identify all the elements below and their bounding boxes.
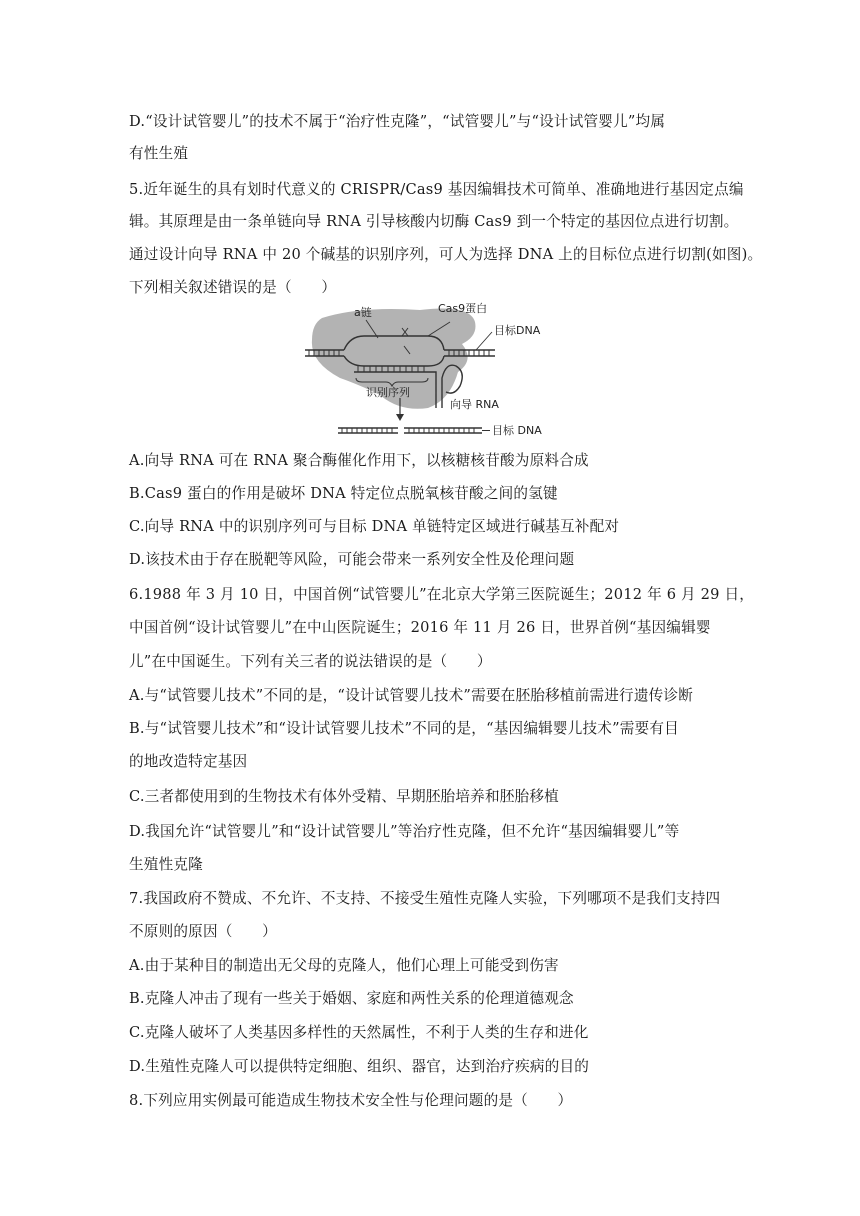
q6-option-d-line2: 生殖性克隆 (129, 856, 203, 873)
q5-option-a: A.向导 RNA 可在 RNA 聚合酶催化作用下，以核糖核苷酸为原料合成 (129, 452, 589, 469)
q6-option-c: C.三者都使用到的生物技术有体外受精、早期胚胎培养和胚胎移植 (129, 788, 559, 805)
q7-option-a: A.由于某种目的制造出无父母的克隆人，他们心理上可能受到伤害 (129, 957, 559, 974)
q6-option-a: A.与“试管婴儿技术”不同的是，“设计试管婴儿技术”需要在胚胎移植前需进行遗传诊断 (129, 687, 694, 704)
q7-option-b: B.克隆人冲击了现有一些关于婚姻、家庭和两性关系的伦理道德观念 (129, 990, 574, 1007)
q5-option-b: B.Cas9 蛋白的作用是破坏 DNA 特定位点脱氧核苷酸之间的氢键 (129, 485, 558, 502)
q6-stem-line2: 中国首例“设计试管婴儿”在中山医院诞生；2016 年 11 月 26 日，世界首例“基因编辑婴 (129, 619, 711, 636)
label-target-dna-top: 目标DNA (494, 324, 541, 337)
q5-stem-line2: 辑。其原理是由一条单链向导 RNA 引导核酸内切酶 Cas9 到一个特定的基因位点进行切割。 (129, 213, 739, 230)
label-recognition-sequence: 识别序列 (366, 386, 410, 399)
q5-option-d: D.该技术由于存在脱靶等风险，可能会带来一系列安全性及伦理问题 (129, 551, 575, 568)
q6-stem-line1: 6.1988 年 3 月 10 日，中国首例“试管婴儿”在北京大学第三医院诞生；2012 年 6 月 29 日， (129, 586, 755, 603)
q5-option-c: C.向导 RNA 中的识别序列可与目标 DNA 单链特定区域进行碱基互补配对 (129, 518, 620, 535)
q6-option-b-line1: B.与“试管婴儿技术”和“设计试管婴儿技术”不同的是，“基因编辑婴儿技术”需要有目 (129, 720, 679, 737)
q6-option-d-line1: D.我国允许“试管婴儿”和“设计试管婴儿”等治疗性克隆，但不允许“基因编辑婴儿”等 (129, 823, 680, 840)
q8-stem-line1: 8.下列应用实例最可能造成生物技术安全性与伦理问题的是（ ） (129, 1092, 573, 1109)
label-guide-rna: 向导 RNA (450, 398, 499, 411)
q7-stem-line1: 7.我国政府不赞成、不允许、不支持、不接受生殖性克隆人实验，下列哪项不是我们支持四 (129, 890, 721, 907)
q6-stem-line3: 儿”在中国诞生。下列有关三者的说法错误的是（ ） (129, 653, 492, 670)
q7-option-c: C.克隆人破坏了人类基因多样性的天然属性，不利于人类的生存和进化 (129, 1024, 589, 1041)
q4-option-d-line2: 有性生殖 (129, 145, 189, 162)
target-dna-bottom (338, 428, 490, 433)
q4-option-d-line1: D.“设计试管婴儿”的技术不属于“治疗性克隆”，“试管婴儿”与“设计试管婴儿”均属 (129, 113, 666, 130)
q7-option-d: D.生殖性克隆人可以提供特定细胞、组织、器官，达到治疗疾病的目的 (129, 1058, 590, 1075)
q5-stem-line1: 5.近年诞生的具有划时代意义的 CRISPR/Cas9 基因编辑技术可简单、准确地进行基因定点编 (129, 181, 744, 198)
q5-stem-line4: 下列相关叙述错误的是（ ） (129, 279, 337, 296)
label-target-dna-bottom: 目标 DNA (492, 424, 542, 437)
label-a-chain: a链 (354, 306, 372, 319)
q6-option-b-line2: 的地改造特定基因 (129, 753, 248, 770)
q5-stem-line3: 通过设计向导 RNA 中 20 个碱基的识别序列，可人为选择 DNA 上的目标位点进行切割(如图)。 (129, 246, 763, 263)
crispr-cas9-diagram (300, 300, 545, 440)
q7-stem-line2: 不原则的原因（ ） (129, 923, 277, 940)
label-cas9-protein: Cas9蛋白 (438, 302, 488, 315)
